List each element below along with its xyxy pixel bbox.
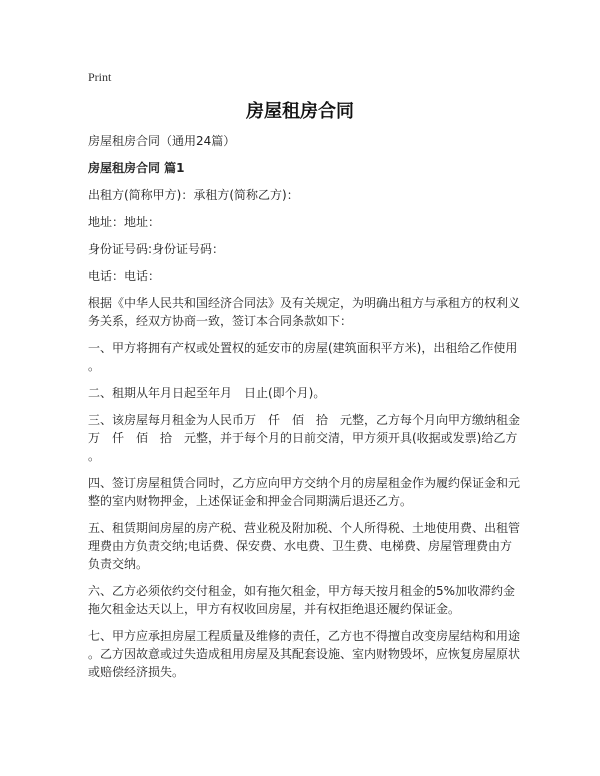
paragraph [88, 294, 521, 330]
paragraph [88, 474, 521, 510]
paragraph [88, 339, 518, 375]
paragraph [88, 519, 521, 573]
paragraph-line: 六、乙方必须依约交付租金，如有拖欠租金，甲方每天按月租金的5%加收滞约金 [88, 584, 516, 598]
document-body [88, 132, 521, 690]
paragraph-line: 电话：电话： [88, 269, 161, 283]
paragraph-line: 或赔偿经济损失。 [88, 665, 185, 679]
paragraph-line: 。乙方因故意或过失造成租用房屋及其配套设施、室内财物毁坏，应恢复房屋原状 [88, 647, 521, 661]
paragraph-line: 负责交纳。 [88, 557, 149, 571]
paragraph-line: 。 [88, 449, 101, 463]
paragraph-line: 身份证号码:身份证号码： [88, 242, 225, 256]
document-title: 房屋租房合同 [246, 101, 354, 122]
paragraph-line: 出租方(简称甲方)：承租方(简称乙方)： [88, 188, 299, 202]
paragraph [88, 213, 518, 231]
paragraph-line: 整的室内财物押金，上述保证金和押金合同期满后退还乙方。 [88, 494, 413, 508]
paragraph [88, 627, 521, 681]
paragraph-line: 万 仟 佰 拾 元整，并于每个月的日前交清，甲方须开具(收据或发票)给乙方 [88, 431, 518, 445]
paragraph-line: 。 [88, 359, 101, 373]
paragraph-line: 七、甲方应承担房屋工程质量及维修的责任，乙方也不得擅自改变房屋结构和用途 [88, 629, 521, 643]
paragraph-line: 一、甲方将拥有产权或处置权的延安市的房屋(建筑面积平方米)，出租给乙作使用 [88, 341, 518, 355]
paragraph-line: 五、租赁期间房屋的房产税、营业税及附加税、个人所得税、土地使用费、出租管 [88, 521, 521, 535]
paragraph-line: 二、租期从年月日起至年月 日止(即个月)。 [88, 386, 326, 400]
paragraph [88, 267, 518, 285]
paragraph-line: 地址：地址： [88, 215, 161, 229]
paragraph-line: 务关系，经双方协商一致，签订本合同条款如下： [88, 314, 353, 328]
paragraph-list [88, 186, 521, 681]
paragraph [88, 411, 521, 465]
paragraph-line: 理费由方负责交纳;电话费、保安费、水电费、卫生费、电梯费、房屋管理费由方 [88, 539, 513, 553]
paragraph [88, 582, 518, 618]
paragraph-line: 拖欠租金达天以上，甲方有权收回房屋，并有权拒绝退还履约保证金。 [88, 602, 461, 616]
paragraph [88, 240, 518, 258]
paragraph [88, 384, 518, 402]
paragraph-line: 根据《中华人民共和国经济合同法》及有关规定，为明确出租方与承租方的权利义 [88, 296, 521, 310]
paragraph-line: 三、该房屋每月租金为人民币万 仟 佰 拾 元整，乙方每个月向甲方缴纳租金 [88, 413, 521, 427]
paragraph [88, 186, 518, 204]
paragraph-line: 四、签订房屋租赁合同时，乙方应向甲方交纳个月的房屋租金作为履约保证金和元 [88, 476, 521, 490]
section-heading: 房屋租房合同 篇1 [88, 161, 185, 175]
print-link[interactable]: Print [88, 70, 112, 84]
document-subtitle: 房屋租房合同（通用24篇） [88, 134, 236, 148]
